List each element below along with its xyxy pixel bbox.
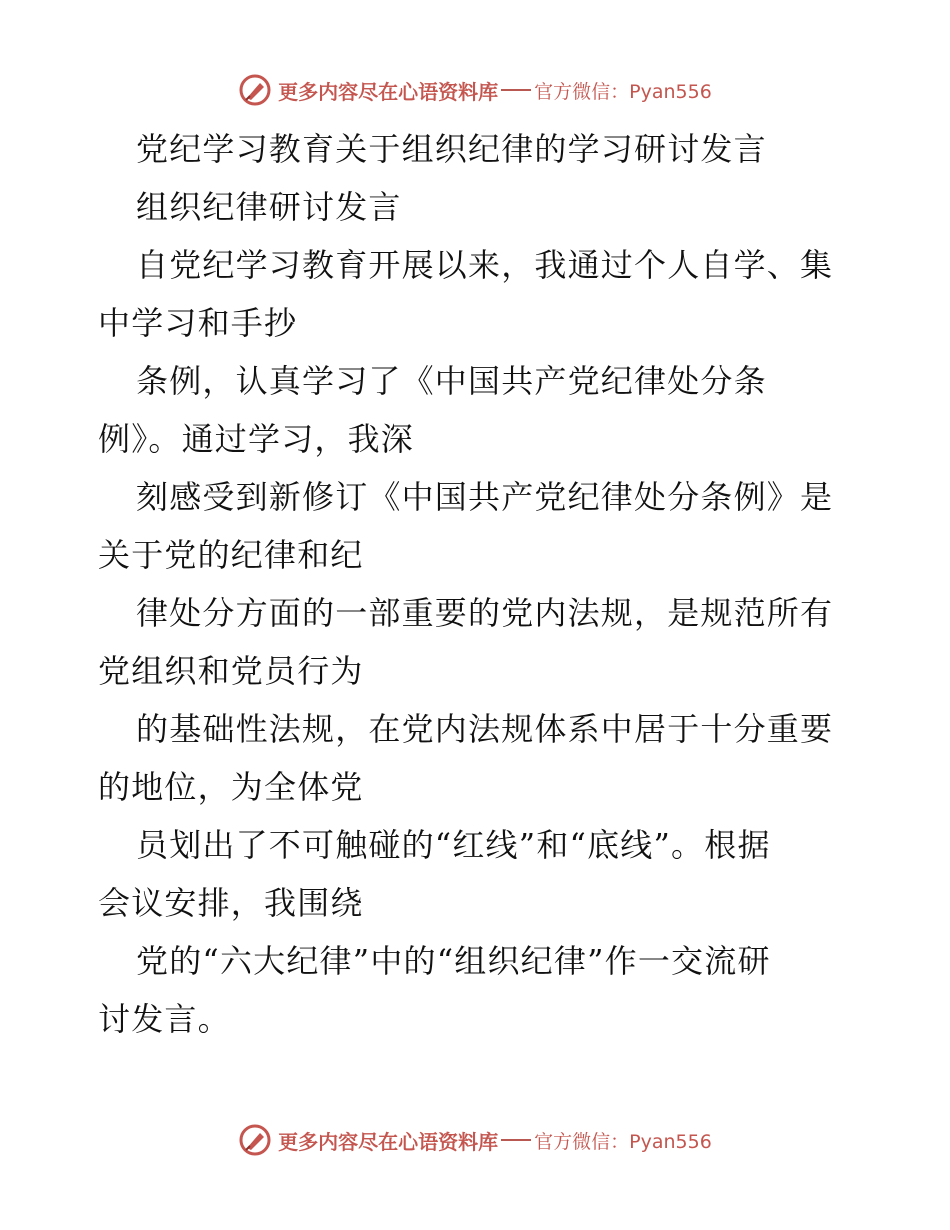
watermark-dash	[501, 1139, 531, 1141]
paragraph-line: 党组织和党员行为	[98, 652, 364, 690]
document-subtitle: 组织纪律研讨发言	[136, 188, 402, 226]
quill-logo-icon	[238, 73, 272, 107]
paragraph-line: 例》。通过学习，我深	[98, 420, 415, 458]
document-title: 党纪学习教育关于组织纪律的学习研讨发言	[136, 130, 767, 168]
paragraph-line: 刻感受到新修订《中国共产党纪律处分条例》是	[136, 478, 834, 516]
paragraph-line: 中学习和手抄	[98, 304, 298, 342]
paragraph-line: 的地位，为全体党	[98, 768, 364, 806]
watermark-slogan: 更多内容尽在心语资料库	[278, 79, 499, 104]
paragraph-line: 条例，认真学习了《中国共产党纪律处分条	[136, 362, 767, 400]
watermark-slogan: 更多内容尽在心语资料库	[278, 1129, 499, 1154]
quill-logo-icon	[238, 1123, 272, 1157]
paragraph-line: 会议安排，我围绕	[98, 884, 364, 922]
paragraph-line: 党的“六大纪律”中的“组织纪律”作一交流研	[136, 942, 771, 980]
watermark-wechat: 官方微信：Pyan556	[534, 80, 712, 103]
watermark-wechat: 官方微信：Pyan556	[534, 1130, 712, 1153]
paragraph-line: 关于党的纪律和纪	[98, 536, 364, 574]
paragraph-line: 讨发言。	[98, 1000, 231, 1038]
paragraph-line: 员划出了不可触碰的“红线”和“底线”。根据	[136, 826, 771, 864]
paragraph-line: 律处分方面的一部重要的党内法规，是规范所有	[136, 594, 834, 632]
footer-watermark-banner	[0, 1120, 950, 1160]
watermark-dash	[501, 89, 531, 91]
header-watermark-banner	[0, 70, 950, 110]
paragraph-line: 自党纪学习教育开展以来，我通过个人自学、集	[136, 246, 834, 284]
paragraph-line: 的基础性法规，在党内法规体系中居于十分重要	[136, 710, 834, 748]
